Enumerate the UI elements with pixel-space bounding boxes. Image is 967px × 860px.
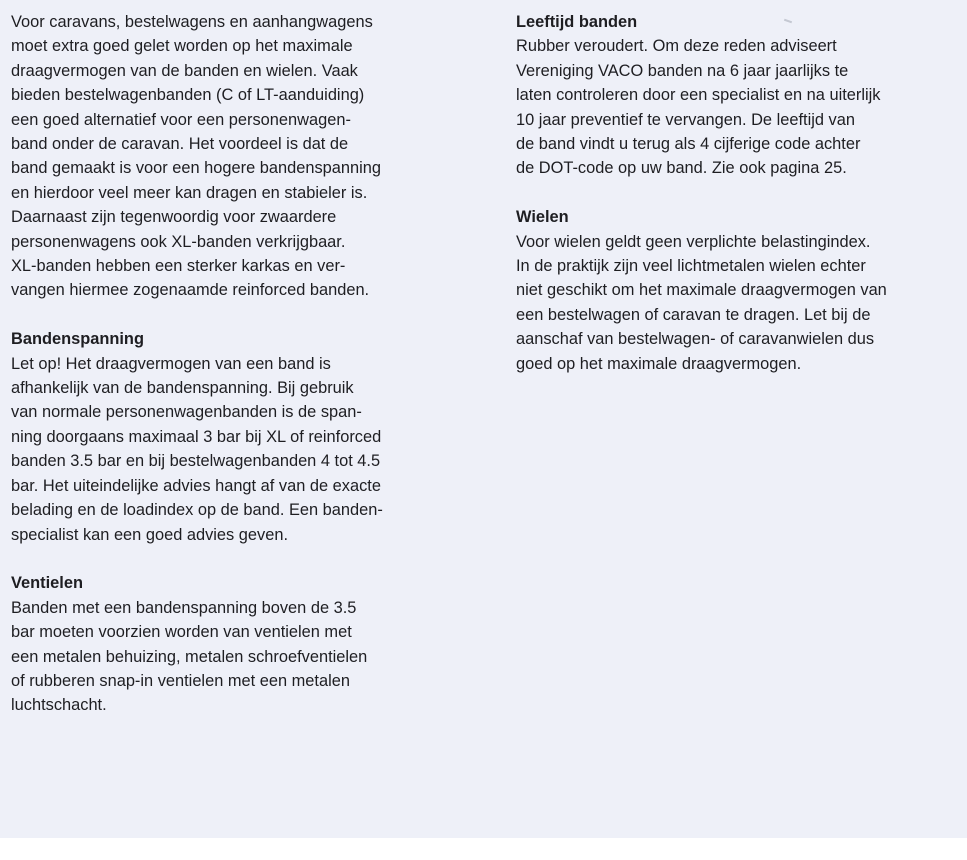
intro-section bbox=[11, 10, 481, 303]
ventielen-section bbox=[11, 571, 481, 717]
paragraph-line: de band vindt u terug als 4 cijferige code achter bbox=[516, 135, 861, 154]
paragraph-line: de DOT-code op uw band. Zie ook pagina 25. bbox=[516, 159, 847, 178]
section-heading: Wielen bbox=[516, 208, 569, 227]
paragraph-line: band gemaakt is voor een hogere bandenspanning bbox=[11, 159, 381, 178]
paragraph-line: een bestelwagen of caravan te dragen. Let bij de bbox=[516, 305, 871, 324]
paragraph-line: In de praktijk zijn veel lichtmetalen wielen echter bbox=[516, 257, 866, 276]
paragraph-line: of rubberen snap-in ventielen met een metalen bbox=[11, 671, 350, 690]
paragraph-line: Voor caravans, bestelwagens en aanhangwagens bbox=[11, 13, 373, 31]
paragraph-line: banden 3.5 bar en bij bestelwagenbanden 4 tot 4.5 bbox=[11, 452, 381, 471]
paragraph-line: en hierdoor veel meer kan dragen en stabieler is. bbox=[11, 183, 368, 202]
section-heading: Bandenspanning bbox=[11, 330, 144, 349]
paragraph-line: Banden met een bandenspanning boven de 3.5 bbox=[11, 598, 357, 617]
paragraph-line: niet geschikt om het maximale draagvermogen van bbox=[516, 281, 887, 300]
bandenspanning-section bbox=[11, 327, 481, 547]
paragraph-line: draagvermogen van de banden en wielen. Vaak bbox=[11, 61, 358, 80]
paragraph-line: vangen hiermee zogenaamde reinforced banden. bbox=[11, 281, 370, 300]
paragraph-line: luchtschacht. bbox=[11, 696, 107, 715]
paragraph-line: XL-banden hebben een sterker karkas en ver- bbox=[11, 257, 346, 276]
paragraph-line: goed op het maximale draagvermogen. bbox=[516, 354, 802, 373]
paragraph-line: afhankelijk van de bandenspanning. Bij gebruik bbox=[11, 379, 354, 398]
paragraph-line: Let op! Het draagvermogen van een band is bbox=[11, 354, 331, 373]
section-heading: Leeftijd banden bbox=[516, 13, 638, 31]
leeftijd-banden-section bbox=[516, 10, 966, 181]
paragraph-line: Rubber veroudert. Om deze reden adviseert bbox=[516, 37, 837, 56]
paragraph-line: Daarnaast zijn tegenwoordig voor zwaardere bbox=[11, 208, 337, 227]
paragraph-line: personenwagens ook XL-banden verkrijgbaar. bbox=[11, 232, 346, 251]
paragraph-line: specialist kan een goed advies geven. bbox=[11, 525, 289, 544]
paragraph-line: ning doorgaans maximaal 3 bar bij XL of reinforced bbox=[11, 427, 382, 446]
right-column bbox=[516, 10, 966, 400]
paragraph-line: moet extra goed gelet worden op het maximale bbox=[11, 37, 353, 56]
paragraph-line: laten controleren door een specialist en na uiterlijk bbox=[516, 86, 881, 105]
paragraph-line: bieden bestelwagenbanden (C of LT-aanduiding) bbox=[11, 86, 365, 105]
paragraph-line: een metalen behuizing, metalen schroefventielen bbox=[11, 647, 368, 666]
wielen-section bbox=[516, 205, 966, 376]
paragraph-line: aanschaf van bestelwagen- of caravanwielen dus bbox=[516, 330, 875, 349]
paragraph-line: 10 jaar preventief te vervangen. De leeftijd van bbox=[516, 110, 855, 129]
paragraph-line: Vereniging VACO banden na 6 jaar jaarlijks te bbox=[516, 61, 849, 80]
paragraph-line: Voor wielen geldt geen verplichte belastingindex. bbox=[516, 232, 871, 251]
paragraph-line: belading en de loadindex op de band. Een banden- bbox=[11, 501, 383, 520]
paragraph-line: een goed alternatief voor een personenwagen- bbox=[11, 110, 351, 129]
paragraph-line: band onder de caravan. Het voordeel is dat de bbox=[11, 135, 349, 154]
paragraph-line: van normale personenwagenbanden is de span- bbox=[11, 403, 362, 422]
paragraph-line: bar moeten voorzien worden van ventielen met bbox=[11, 623, 352, 642]
left-column bbox=[11, 10, 481, 742]
paragraph-line: bar. Het uiteindelijke advies hangt af van de exacte bbox=[11, 476, 381, 495]
section-heading: Ventielen bbox=[11, 574, 83, 593]
